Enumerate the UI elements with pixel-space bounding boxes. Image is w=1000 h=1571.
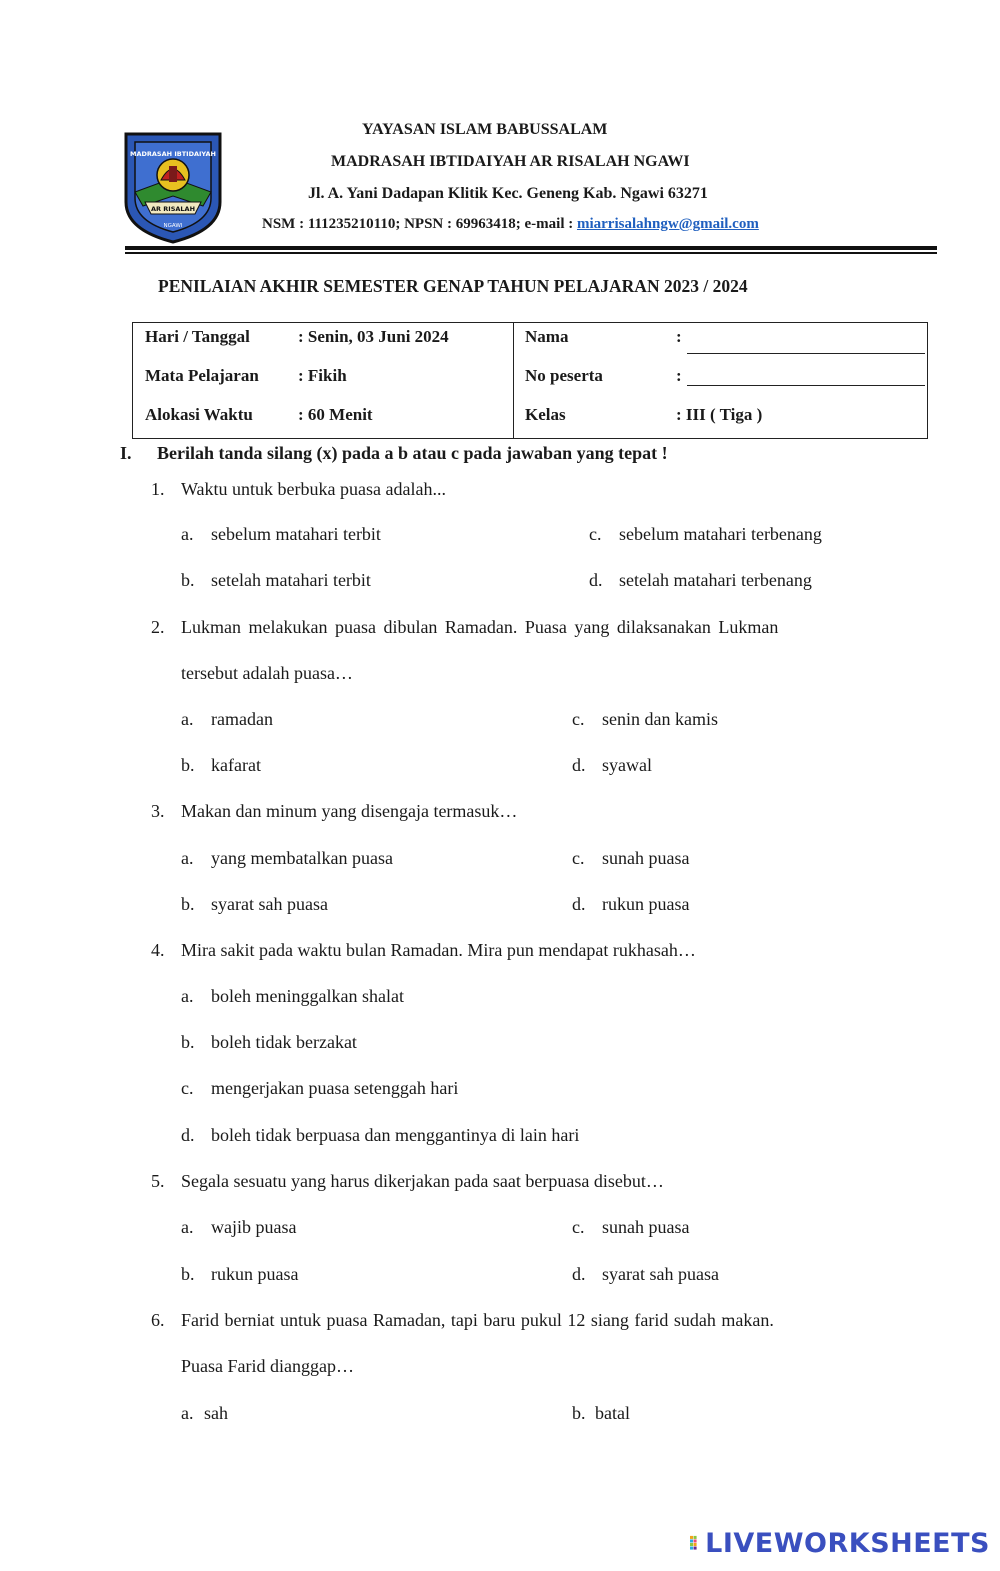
school-logo [123,130,223,244]
q5-option-d-text[interactable]: syarat sah puasa [602,1264,719,1284]
info-label-class: Kelas [525,405,566,424]
info-colon-participant-no: : [676,366,682,385]
q2-option-b-letter[interactable]: b. [181,755,195,775]
school-ids-text: NSM : 111235210110; NPSN : 69963418; e-mail : [262,216,577,232]
q3-option-c-text[interactable]: sunah puasa [602,848,690,868]
q4-option-c-text[interactable]: mengerjakan puasa setenggah hari [211,1078,459,1098]
question-3-text: Makan dan minum yang disengaja termasuk… [181,801,518,821]
q3-option-d-letter[interactable]: d. [572,894,586,914]
logo-text-top: MADRASAH IBTIDAIYAH [130,150,216,158]
q3-option-b-letter[interactable]: b. [181,894,195,914]
q1-option-c-text[interactable]: sebelum matahari terbenang [619,524,822,544]
logo-text-bottom: NGAWI [163,223,183,229]
info-label-subject: Mata Pelajaran [145,366,259,385]
question-5-text: Segala sesuatu yang harus dikerjakan pada saat berpuasa disebut… [181,1171,664,1191]
q6-option-b-letter[interactable]: b. [572,1403,586,1423]
question-2-text-line1: Lukman melakukan puasa dibulan Ramadan. Puasa yang dilaksanakan Lukman [181,617,779,637]
header-rule-thick [125,246,937,250]
liveworksheets-text: LIVEWORKSHEETS [705,1527,990,1559]
q5-option-c-text[interactable]: sunah puasa [602,1217,690,1237]
q2-option-a-letter[interactable]: a. [181,709,194,729]
q4-option-d-text[interactable]: boleh tidak berpuasa dan menggantinya di lain hari [211,1125,580,1145]
school-name: MADRASAH IBTIDAIYAH AR RISALAH NGAWI [331,153,690,170]
question-6-text-line1: Farid berniat untuk puasa Ramadan, tapi baru pukul 12 siang farid sudah makan. [181,1310,774,1330]
question-2-text-line2: tersebut adalah puasa… [181,663,353,683]
liveworksheets-watermark [690,1526,990,1560]
q1-option-a-text[interactable]: sebelum matahari terbit [211,524,381,544]
q5-option-a-text[interactable]: wajib puasa [211,1217,297,1237]
question-4-number: 4. [151,940,165,960]
q3-option-b-text[interactable]: syarat sah puasa [211,894,328,914]
q3-option-d-text[interactable]: rukun puasa [602,894,690,914]
q2-option-c-letter[interactable]: c. [572,709,585,729]
header-rule-thin [125,252,937,254]
info-colon-name: : [676,327,682,346]
q2-option-d-text[interactable]: syawal [602,755,652,775]
info-value-duration: : 60 Menit [298,405,373,424]
q2-option-b-text[interactable]: kafarat [211,755,261,775]
q6-option-a-letter[interactable]: a. [181,1403,194,1423]
q2-option-c-text[interactable]: senin dan kamis [602,709,718,729]
question-6-text-line2: Puasa Farid dianggap… [181,1356,354,1376]
logo-text-band: AR RISALAH [150,205,196,213]
question-2-number: 2. [151,617,165,637]
info-label-duration: Alokasi Waktu [145,405,253,424]
q1-option-d-letter[interactable]: d. [589,570,603,590]
liveworksheets-logo-icon [690,1529,701,1557]
q5-option-b-letter[interactable]: b. [181,1264,195,1284]
info-box-divider [513,323,514,438]
q4-option-c-letter[interactable]: c. [181,1078,194,1098]
question-3-number: 3. [151,801,165,821]
q4-option-d-letter[interactable]: d. [181,1125,195,1145]
q5-option-c-letter[interactable]: c. [572,1217,585,1237]
question-1-text: Waktu untuk berbuka puasa adalah... [181,479,446,499]
school-ids [262,216,759,233]
info-label-participant-no: No peserta [525,366,603,385]
info-label-name: Nama [525,327,569,346]
q4-option-a-letter[interactable]: a. [181,986,194,1006]
exam-title: PENILAIAN AKHIR SEMESTER GENAP TAHUN PELAJARAN 2023 / 2024 [158,276,748,296]
q1-option-a-letter[interactable]: a. [181,524,194,544]
name-input-line[interactable] [687,353,925,354]
info-label-date: Hari / Tanggal [145,327,250,346]
q5-option-a-letter[interactable]: a. [181,1217,194,1237]
q1-option-c-letter[interactable]: c. [589,524,602,544]
foundation-name: YAYASAN ISLAM BABUSSALAM [362,121,608,138]
q5-option-d-letter[interactable]: d. [572,1264,586,1284]
q2-option-a-text[interactable]: ramadan [211,709,273,729]
email-link[interactable]: miarrisalahngw@gmail.com [576,216,759,232]
q3-option-c-letter[interactable]: c. [572,848,585,868]
q6-option-a-text[interactable]: sah [204,1403,228,1423]
q4-option-b-letter[interactable]: b. [181,1032,195,1052]
q5-option-b-text[interactable]: rukun puasa [211,1264,299,1284]
question-4-text: Mira sakit pada waktu bulan Ramadan. Mira pun mendapat rukhasah… [181,940,696,960]
question-5-number: 5. [151,1171,165,1191]
q1-option-b-letter[interactable]: b. [181,570,195,590]
school-address: Jl. A. Yani Dadapan Klitik Kec. Geneng Kab. Ngawi 63271 [308,185,708,202]
q3-option-a-text[interactable]: yang membatalkan puasa [211,848,393,868]
q1-option-d-text[interactable]: setelah matahari terbenang [619,570,812,590]
q6-option-b-text[interactable]: batal [595,1403,630,1423]
q2-option-d-letter[interactable]: d. [572,755,586,775]
section-instruction: Berilah tanda silang (x) pada a b atau c pada jawaban yang tepat ! [157,443,668,463]
q4-option-b-text[interactable]: boleh tidak berzakat [211,1032,357,1052]
q3-option-a-letter[interactable]: a. [181,848,194,868]
question-1-number: 1. [151,479,165,499]
participant-no-input-line[interactable] [687,385,925,386]
question-6-number: 6. [151,1310,165,1330]
info-value-class: : III ( Tiga ) [676,405,763,424]
section-number: I. [120,443,132,463]
info-value-date: : Senin, 03 Juni 2024 [298,327,449,346]
info-value-subject: : Fikih [298,366,347,385]
q1-option-b-text[interactable]: setelah matahari terbit [211,570,371,590]
q4-option-a-text[interactable]: boleh meninggalkan shalat [211,986,404,1006]
